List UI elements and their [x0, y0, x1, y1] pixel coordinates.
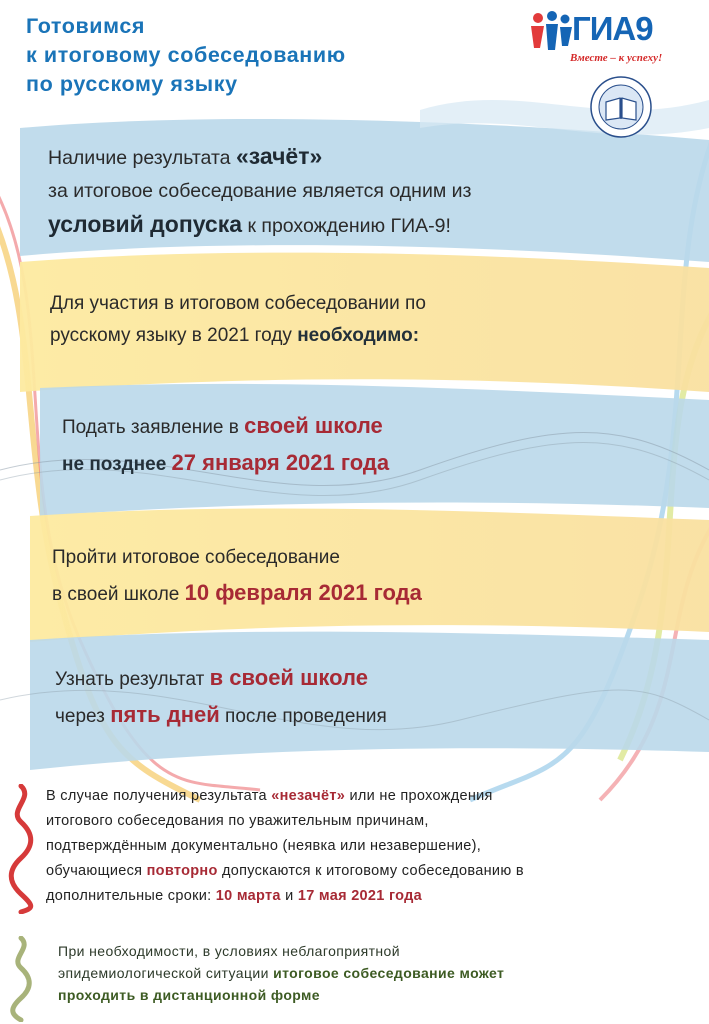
deadline-date: 27 января 2021 года [171, 450, 390, 475]
text: к прохождению ГИА-9! [242, 215, 451, 237]
green-squiggle-icon [8, 936, 34, 1022]
text: за итоговое собеседование является одним из [48, 180, 472, 202]
requirements-intro-block [50, 288, 426, 352]
text: дополнительные сроки: [46, 888, 216, 904]
again-highlight: повторно [146, 863, 218, 879]
text: Для участия в итоговом собеседовании по [50, 293, 426, 314]
text: в своей школе [52, 584, 185, 605]
text: В случае получения результата [46, 788, 272, 804]
text: или не прохождения [345, 788, 493, 804]
title-line: по русскому языку [26, 72, 238, 96]
admission-highlight: условий допуска [48, 211, 243, 237]
title-line: к итоговому собеседованию [26, 43, 346, 67]
remote-highlight: итоговое собеседование может [273, 965, 505, 981]
school-highlight: в своей школе [209, 665, 368, 690]
logo-slogan: Вместе – к успеху! [570, 52, 663, 64]
necessary-highlight: необходимо: [297, 325, 420, 346]
text: Пройти итоговое собеседование [52, 547, 340, 568]
admission-condition-block [48, 140, 472, 243]
text: Узнать результат [55, 669, 210, 690]
text: русскому языку в 2021 году [50, 325, 298, 346]
text: не позднее [62, 454, 172, 475]
school-highlight: своей школе [244, 413, 383, 438]
text: Подать заявление в [62, 417, 245, 438]
result-step-block [55, 660, 387, 734]
retake-note [46, 784, 524, 909]
red-squiggle-icon [6, 784, 36, 914]
text: При необходимости, в условиях неблагоприятной [58, 943, 400, 959]
text: обучающиеся [46, 863, 147, 879]
text: через [55, 706, 111, 727]
page-title [26, 12, 346, 99]
text: проходить в дистанционной форме [58, 987, 320, 1003]
gia9-logo [528, 8, 698, 70]
text: подтверждённым документально (неявка или незавершение), [46, 838, 482, 854]
text: и [280, 888, 298, 904]
apply-step-block [62, 408, 389, 482]
text: итогового собеседования по уважительным причинам, [46, 813, 429, 829]
logo-icon [528, 10, 574, 52]
title-line: Готовимся [26, 14, 146, 38]
text: после проведения [219, 706, 387, 727]
retake-date: 10 марта [215, 888, 281, 904]
emblem-book-icon [590, 76, 652, 138]
zachet-highlight: «зачёт» [235, 143, 323, 169]
exam-step-block [52, 540, 422, 612]
five-days-highlight: пять дней [110, 702, 220, 727]
nezachet-highlight: «незачёт» [271, 788, 346, 804]
retake-date: 17 мая 2021 года [297, 888, 422, 904]
text: эпидемиологической ситуации [58, 965, 274, 981]
exam-date: 10 февраля 2021 года [184, 580, 422, 605]
logo-text: ГИА9 [572, 10, 653, 47]
remote-note [58, 940, 504, 1006]
text: допускаются к итоговому собеседованию в [217, 863, 524, 879]
text: Наличие результата [48, 147, 236, 169]
